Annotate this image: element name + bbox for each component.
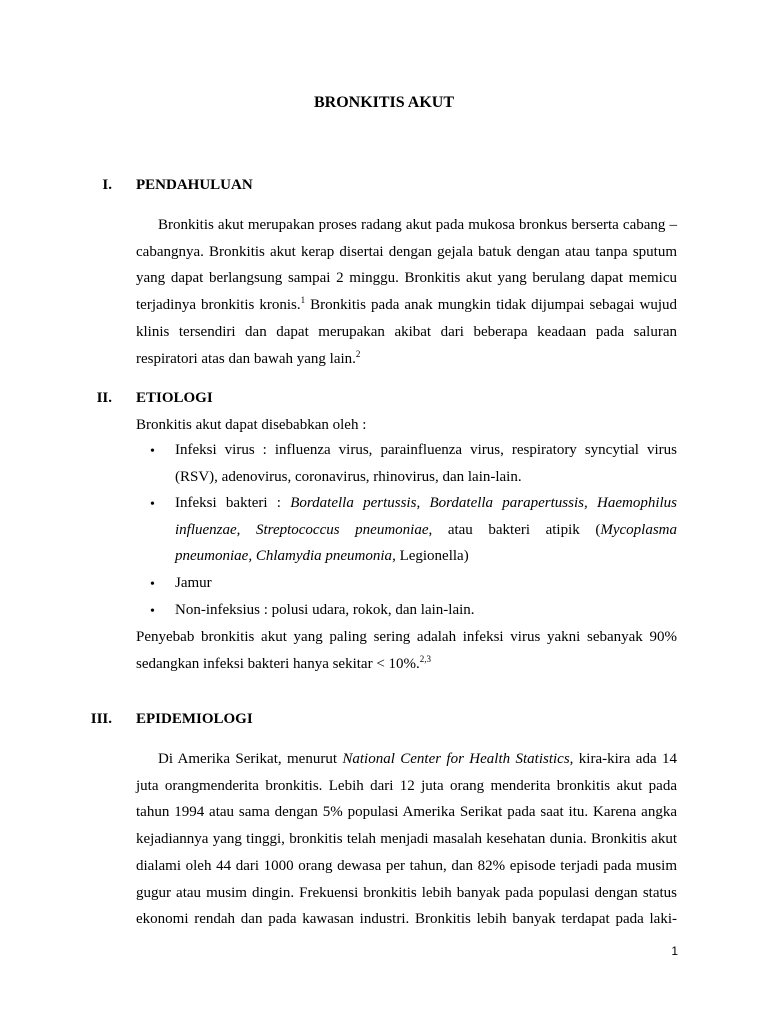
section-3-paragraph <box>136 746 677 933</box>
document-title: BRONKITIS AKUT <box>313 94 455 111</box>
para-text: Bronkitis pada anak mungkin tidak dijumpai sebagai wujud klinis tersendiri dan dapat merupakan akibat dari beberapa keadaan pada saluran respiratori atas dan bawah yang lain. <box>136 297 677 367</box>
text: , Legionella) <box>392 548 469 565</box>
footnote-ref: 1 <box>300 295 306 306</box>
text: , atau bakteri atipik ( <box>428 521 601 538</box>
italic-term: Streptococcus pneumoniae <box>256 521 429 538</box>
bullet-item-jamur: Jamur <box>175 575 212 591</box>
page-number: 1 <box>671 944 678 958</box>
text: , <box>416 495 430 511</box>
section-heading-etiologi: ETIOLOGI <box>136 390 213 406</box>
bullet-item-non-infeksius: Non-infeksius : polusi udara, rokok, dan lain-lain. <box>175 602 475 618</box>
text: Infeksi bakteri : <box>175 495 291 511</box>
italic-term: Mycoplasma pneumoniae, Chlamydia pneumonia <box>175 521 677 565</box>
section-number-2: II. <box>96 390 112 406</box>
text: , <box>584 495 598 511</box>
text: , <box>236 521 256 538</box>
bullet-marker: • <box>150 497 155 512</box>
para-text: Penyebab bronkitis akut yang paling sering adalah infeksi virus yakni sebanyak 90% sedangkan infeksi bakteri hanya sekitar < 10%. <box>136 629 677 672</box>
italic-term: Haemophilus influenzae <box>175 495 678 538</box>
para-text: Di Amerika Serikat, menurut <box>158 751 343 767</box>
italic-term: Bordatella pertussis <box>290 495 417 511</box>
footnote-ref: 2 <box>355 348 361 359</box>
etiologi-intro: Bronkitis akut dapat disebabkan oleh : <box>136 417 367 433</box>
section-heading-epidemiologi: EPIDEMIOLOGI <box>136 711 253 727</box>
section-heading-pendahuluan: PENDAHULUAN <box>136 177 253 193</box>
bullet-item-bakteri <box>175 490 677 570</box>
para-text: , kira-kira ada 14 juta orangmenderita bronkitis. Lebih dari 12 juta orang menderita bronkitis akut pada tahun 1994 atau sama dengan 5% populasi Amerika Serikat pada saat itu. Karena angka kejadiannya yang tinggi, bronkitis telah menjadi masalah kesehatan dunia. Bronkitis akut dialami oleh 44 dari 1000 orang dewasa per tahun, dan 82% episode terjadi pada musim gugur atau musim dingin. Frekuensi bronkitis lebih banyak pada populasi dengan status ekonomi rendah dan pada kawasan industri. Bronkitis lebih banyak terdapat pada laki- <box>136 751 677 928</box>
section-number-1: I. <box>102 177 112 193</box>
etiologi-closing <box>136 624 677 677</box>
bullet-marker: • <box>150 604 155 619</box>
section-1-paragraph <box>136 212 677 372</box>
italic-term: National Center for Health Statistics <box>342 751 570 767</box>
italic-term: Bordatella parapertussis <box>429 495 584 511</box>
footnote-ref: 2,3 <box>419 653 432 664</box>
bullet-marker: • <box>150 577 155 592</box>
section-number-3: III. <box>90 711 112 727</box>
bullet-item-virus: Infeksi virus : influenza virus, parainfluenza virus, respiratory syncytial virus (RSV), adenovirus, coronavirus, rhinovirus, dan lain-lain. <box>175 442 677 485</box>
para-text: Bronkitis akut merupakan proses radang akut pada mukosa bronkus berserta cabang – cabangnya. Bronkitis akut kerap disertai dengan gejala batuk dengan atau tanpa sputum yang dapat berlangsung sampai 2 minggu. Bronkitis akut yang berulang dapat memicu terjadinya bronkitis kronis. <box>136 217 677 314</box>
bullet-marker: • <box>150 444 155 459</box>
